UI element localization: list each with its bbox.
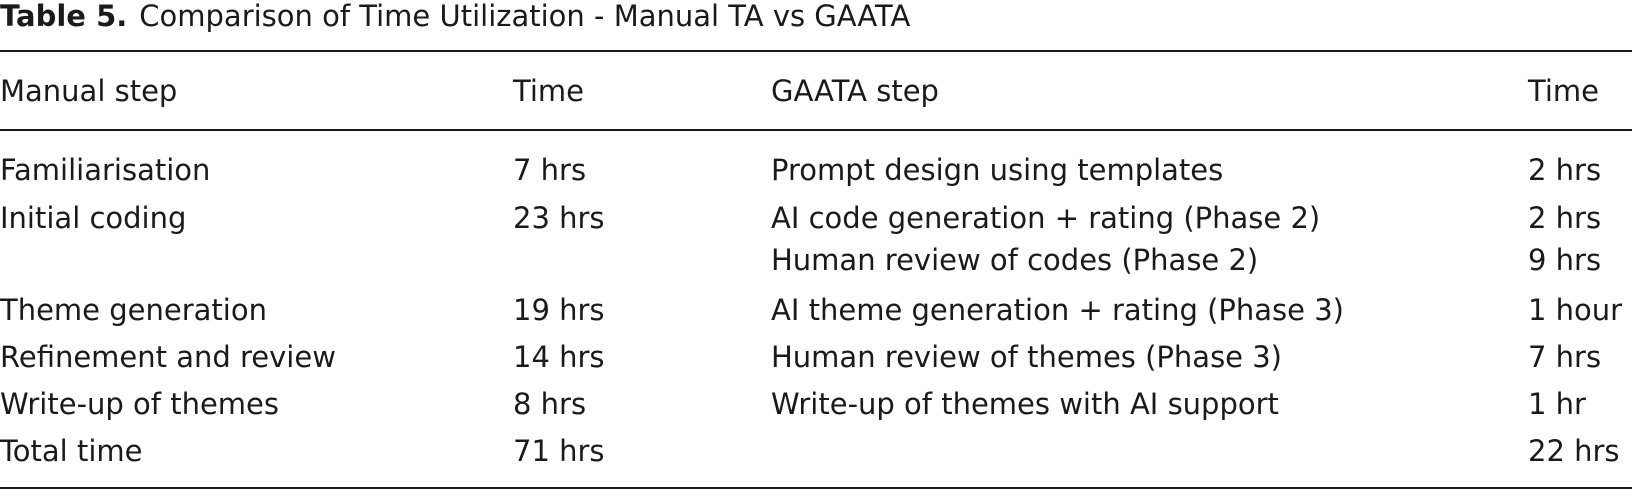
header-gaata-time: Time	[1528, 74, 1599, 108]
cell-manual-time: 71 hrs	[513, 434, 605, 468]
cell-gaata-time: 22 hrs	[1528, 434, 1620, 468]
table-total-row	[0, 428, 1632, 474]
cell-manual-time: 19 hrs	[513, 293, 605, 327]
cell-gaata-time: 1 hour	[1528, 293, 1623, 327]
cell-manual-step: Total time	[0, 434, 143, 468]
table-header-row	[0, 68, 1632, 114]
cell-gaata-time: 2 hrs	[1528, 201, 1602, 235]
cell-manual-step: Write-up of themes	[0, 387, 279, 421]
table-row	[0, 334, 1632, 380]
cell-gaata-step: AI code generation + rating (Phase 2)	[771, 201, 1321, 235]
cell-manual-step: Theme generation	[0, 293, 267, 327]
table-row	[0, 237, 1632, 283]
table-header-rule	[0, 129, 1632, 131]
cell-gaata-time: 7 hrs	[1528, 340, 1602, 374]
table-row	[0, 147, 1632, 193]
cell-manual-time: 8 hrs	[513, 387, 587, 421]
cell-gaata-step: AI theme generation + rating (Phase 3)	[771, 293, 1344, 327]
table-caption-title: Comparison of Time Utilization - Manual TA vs GAATA	[139, 0, 911, 33]
cell-gaata-time: 9 hrs	[1528, 243, 1602, 277]
header-manual-step: Manual step	[0, 74, 178, 108]
cell-manual-step: Familiarisation	[0, 153, 211, 187]
table-caption	[0, 0, 910, 34]
cell-gaata-step: Human review of codes (Phase 2)	[771, 243, 1259, 277]
table-row	[0, 195, 1632, 241]
table-row	[0, 287, 1632, 333]
cell-manual-step: Refinement and review	[0, 340, 336, 374]
table-top-rule	[0, 50, 1632, 52]
cell-manual-step: Initial coding	[0, 201, 187, 235]
table-bottom-rule	[0, 487, 1632, 489]
cell-manual-time: 7 hrs	[513, 153, 587, 187]
cell-manual-time: 23 hrs	[513, 201, 605, 235]
cell-manual-time: 14 hrs	[513, 340, 605, 374]
cell-gaata-step: Human review of themes (Phase 3)	[771, 340, 1282, 374]
cell-gaata-step: Write-up of themes with AI support	[771, 387, 1279, 421]
cell-gaata-time: 2 hrs	[1528, 153, 1602, 187]
table-caption-label: Table 5.	[0, 0, 128, 33]
header-manual-time: Time	[513, 74, 584, 108]
cell-gaata-time: 1 hr	[1528, 387, 1586, 421]
cell-gaata-step: Prompt design using templates	[771, 153, 1224, 187]
table-row	[0, 381, 1632, 427]
header-gaata-step: GAATA step	[771, 74, 939, 108]
